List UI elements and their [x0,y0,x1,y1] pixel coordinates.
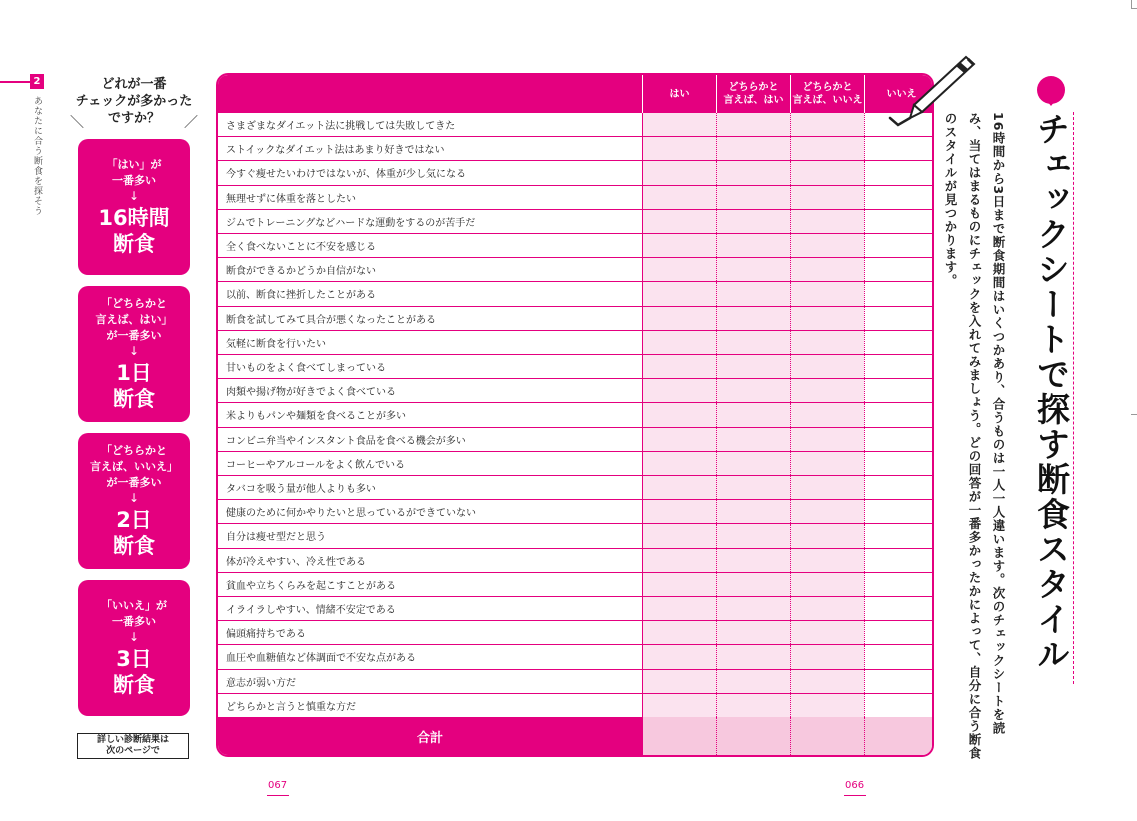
check-cell-rather-yes[interactable] [716,597,790,620]
question-text: 健康のために何かやりたいと思っているができていない [226,508,476,520]
check-cell-rather-no[interactable] [790,549,864,572]
check-cell-no[interactable] [864,355,934,378]
check-cell-yes[interactable] [642,258,716,281]
question-text: コンビニ弁当やインスタント食品を食べる機会が多い [226,435,466,447]
check-cell-yes[interactable] [642,282,716,305]
check-cell-rather-no[interactable] [790,476,864,499]
question-text: 肉類や揚げ物が好きでよく食べている [226,387,396,399]
chapter-marker-line [0,81,30,83]
question-text: 貧血や立ちくらみを起こすことがある [226,580,396,592]
page-number-left: 067 [268,780,288,791]
question-header [70,76,198,127]
check-cell-rather-no[interactable] [790,452,864,475]
table-row [218,234,932,258]
check-cell-rather-yes[interactable] [716,307,790,330]
table-row [218,621,932,645]
check-cell-no[interactable] [864,500,934,523]
check-cell-yes[interactable] [642,500,716,523]
total-row [218,717,932,755]
check-cell-no[interactable] [864,307,934,330]
check-cell-rather-yes[interactable] [716,137,790,160]
check-cell-rather-yes[interactable] [716,476,790,499]
check-cell-no[interactable] [864,597,934,620]
down-arrow-icon: ↓ [128,344,140,358]
question-text: 甘いものをよく食べてしまっている [226,363,386,375]
check-cell-rather-no[interactable] [790,524,864,547]
result-box-2d [78,433,190,569]
check-cell-no[interactable] [864,428,934,451]
result-box-3d [78,580,190,716]
check-cell-rather-no[interactable] [790,403,864,426]
table-row [218,113,932,137]
total-cell-yes[interactable] [642,717,716,755]
question-text: 全く食べないことに不安を感じる [226,242,376,254]
question-text: どちらかと言うと慎重な方だ [226,701,356,713]
table-row [218,670,932,694]
result-box-16h [78,139,190,275]
table-row [218,258,932,282]
question-text: 無理せずに体重を落としたい [226,193,356,205]
check-cell-yes[interactable] [642,161,716,184]
check-cell-rather-no[interactable] [790,307,864,330]
check-cell-yes[interactable] [642,670,716,693]
check-cell-no[interactable] [864,379,934,402]
table-row [218,355,932,379]
page-number-right: 066 [845,780,865,791]
check-cell-yes[interactable] [642,137,716,160]
check-cell-yes[interactable] [642,331,716,354]
question-text: 意志が弱い方だ [226,677,296,689]
check-cell-no[interactable] [864,137,934,160]
table-row [218,428,932,452]
result-condition: 「いいえ」が 一番多い [101,599,167,628]
check-cell-rather-yes[interactable] [716,331,790,354]
table-row [218,307,932,331]
check-cell-yes[interactable] [642,573,716,596]
question-text: 以前、断食に挫折したことがある [226,290,376,302]
check-cell-rather-yes[interactable] [716,573,790,596]
check-cell-rather-yes[interactable] [716,500,790,523]
right-slash-decoration: ／ [184,115,198,131]
check-cell-rather-yes[interactable] [716,670,790,693]
check-cell-yes[interactable] [642,210,716,233]
check-cell-yes[interactable] [642,549,716,572]
result-condition: 「どちらかと 言えば、はい」 が一番多い [95,297,173,342]
speech-bubble-icon [1036,76,1066,106]
check-cell-rather-yes[interactable] [716,452,790,475]
result-box-1d [78,286,190,422]
check-cell-no[interactable] [864,549,934,572]
table-row [218,694,932,718]
check-cell-rather-no[interactable] [790,379,864,402]
table-row [218,452,932,476]
question-header-text: どれが一番 チェックが多かった ですか？ [75,77,193,126]
check-cell-rather-no[interactable] [790,161,864,184]
check-cell-rather-no[interactable] [790,355,864,378]
check-cell-rather-no[interactable] [790,428,864,451]
check-cell-no[interactable] [864,476,934,499]
check-cell-no[interactable] [864,573,934,596]
check-cell-yes[interactable] [642,428,716,451]
column-header-rather-yes: どちらかと 言えば、はい [716,75,790,113]
check-cell-rather-yes[interactable] [716,355,790,378]
check-cell-rather-yes[interactable] [716,428,790,451]
table-row [218,524,932,548]
column-header-yes: はい [642,75,716,113]
table-row [218,500,932,524]
check-cell-yes[interactable] [642,355,716,378]
table-row [218,645,932,669]
check-sheet-table [216,73,934,757]
check-cell-no[interactable] [864,670,934,693]
pen-body [910,57,974,118]
question-text: コーヒーやアルコールをよく飲んでいる [226,459,405,471]
check-cell-no[interactable] [864,210,934,233]
check-cell-yes[interactable] [642,307,716,330]
question-text: 血圧や血糖値など体調面で不安な点がある [226,653,416,665]
question-text: ストイックなダイエット法はあまり好きではない [226,145,445,157]
table-row [218,186,932,210]
table-row [218,282,932,306]
page-number-underline [844,795,866,796]
question-text: さまざまなダイエット法に挑戦しては失敗してきた [226,121,456,133]
check-cell-rather-yes[interactable] [716,524,790,547]
check-cell-yes[interactable] [642,403,716,426]
table-row [218,210,932,234]
check-cell-yes[interactable] [642,597,716,620]
result-label: 2日 断食 [113,508,155,558]
check-cell-rather-no[interactable] [790,234,864,257]
check-cell-yes[interactable] [642,621,716,644]
check-cell-rather-yes[interactable] [716,694,790,717]
chapter-number: 2 [30,74,44,89]
check-cell-rather-yes[interactable] [716,234,790,257]
check-cell-rather-yes[interactable] [716,186,790,209]
check-cell-yes[interactable] [642,379,716,402]
table-row [218,331,932,355]
check-cell-yes[interactable] [642,113,716,136]
check-cell-yes[interactable] [642,476,716,499]
check-cell-rather-no[interactable] [790,113,864,136]
check-cell-yes[interactable] [642,645,716,668]
intro-text: 16時間から3日まで断食期間はいくつかあり、合うものは一人一人違います。次のチェックシートを読み、当てはまるものにチェックを入れてみましょう。どの回答が一番多かったかによって、自分に合う断食のスタイルが見つかります。 [943,112,1006,760]
question-text: 米よりもパンや麺類を食べることが多い [226,411,406,423]
crop-mark [1131,414,1137,415]
page-title: チェックシートで探す断食スタイル [1032,112,1071,672]
question-text: ジムでトレーニングなどハードな運動をするのが苦手だ [226,217,476,229]
check-cell-rather-yes[interactable] [716,210,790,233]
down-arrow-icon: ↓ [128,630,140,644]
table-row [218,379,932,403]
title-dashed-rule [1073,112,1074,684]
down-arrow-icon: ↓ [128,491,140,505]
total-cell-no[interactable] [864,717,934,755]
check-cell-rather-no[interactable] [790,137,864,160]
check-cell-rather-no[interactable] [790,670,864,693]
check-cell-no[interactable] [864,645,934,668]
question-text: 今すぐ痩せたいわけではないが、体重が少し気になる [226,169,466,181]
question-text: 気軽に断食を行いたい [226,338,326,350]
check-cell-no[interactable] [864,258,934,281]
column-header-no: いいえ [864,75,934,113]
table-row [218,403,932,427]
question-text: 断食ができるかどうか自信がない [226,266,376,278]
result-condition: 「どちらかと 言えば、いいえ」 が一番多い [90,444,178,489]
check-cell-no[interactable] [864,161,934,184]
check-cell-rather-yes[interactable] [716,161,790,184]
check-cell-yes[interactable] [642,186,716,209]
check-cell-yes[interactable] [642,234,716,257]
total-cell-rather-yes[interactable] [716,717,790,755]
check-cell-rather-yes[interactable] [716,645,790,668]
crop-mark [1131,8,1137,9]
check-cell-no[interactable] [864,403,934,426]
check-cell-rather-no[interactable] [790,645,864,668]
check-cell-no[interactable] [864,282,934,305]
detail-note-text: 詳しい診断結果は 次のページで [96,735,169,756]
page-number-underline [267,795,289,796]
table-row [218,137,932,161]
table-row [218,476,932,500]
check-cell-rather-no[interactable] [790,694,864,717]
check-cell-rather-no[interactable] [790,573,864,596]
check-cell-no[interactable] [864,186,934,209]
check-cell-no[interactable] [864,694,934,717]
table-row [218,597,932,621]
check-cell-rather-no[interactable] [790,621,864,644]
down-arrow-icon: ↓ [128,189,140,203]
question-text: タバコを吸う量が他人よりも多い [226,484,376,496]
table-row [218,161,932,185]
check-cell-yes[interactable] [642,524,716,547]
check-cell-no[interactable] [864,524,934,547]
check-cell-rather-no[interactable] [790,500,864,523]
total-label: 合計 [218,717,642,755]
check-cell-rather-yes[interactable] [716,621,790,644]
check-cell-no[interactable] [864,452,934,475]
check-cell-yes[interactable] [642,694,716,717]
check-cell-rather-no[interactable] [790,258,864,281]
table-row [218,549,932,573]
check-cell-rather-yes[interactable] [716,113,790,136]
check-cell-rather-yes[interactable] [716,549,790,572]
check-cell-no[interactable] [864,331,934,354]
result-label: 1日 断食 [113,361,155,411]
table-header [218,75,932,113]
question-text: 自分は痩せ型だと思う [226,532,326,544]
result-label: 16時間 断食 [98,206,170,256]
crop-mark [1131,0,1132,8]
table-row [218,573,932,597]
check-cell-rather-no[interactable] [790,186,864,209]
chapter-title: あなたに合う断食を探そう [32,96,42,216]
result-condition: 「はい」が 一番多い [106,158,162,187]
question-text: イライラしやすい、情緒不安定である [226,605,396,617]
check-cell-rather-no[interactable] [790,210,864,233]
check-cell-rather-no[interactable] [790,282,864,305]
check-cell-rather-yes[interactable] [716,403,790,426]
total-cell-rather-no[interactable] [790,717,864,755]
check-cell-rather-yes[interactable] [716,282,790,305]
check-mark-icon [890,118,910,125]
check-cell-no[interactable] [864,234,934,257]
check-cell-rather-yes[interactable] [716,379,790,402]
check-cell-rather-yes[interactable] [716,258,790,281]
question-text: 断食を試してみて具合が悪くなったことがある [226,314,436,326]
column-header-rather-no: どちらかと 言えば、いいえ [790,75,864,113]
check-cell-yes[interactable] [642,452,716,475]
detail-note [77,733,189,759]
question-text: 体が冷えやすい、冷え性である [226,556,366,568]
left-slash-decoration: ＼ [70,115,84,131]
check-cell-rather-no[interactable] [790,331,864,354]
question-text: 偏頭痛持ちである [226,629,306,641]
check-cell-rather-no[interactable] [790,597,864,620]
check-cell-no[interactable] [864,621,934,644]
result-label: 3日 断食 [113,647,155,697]
